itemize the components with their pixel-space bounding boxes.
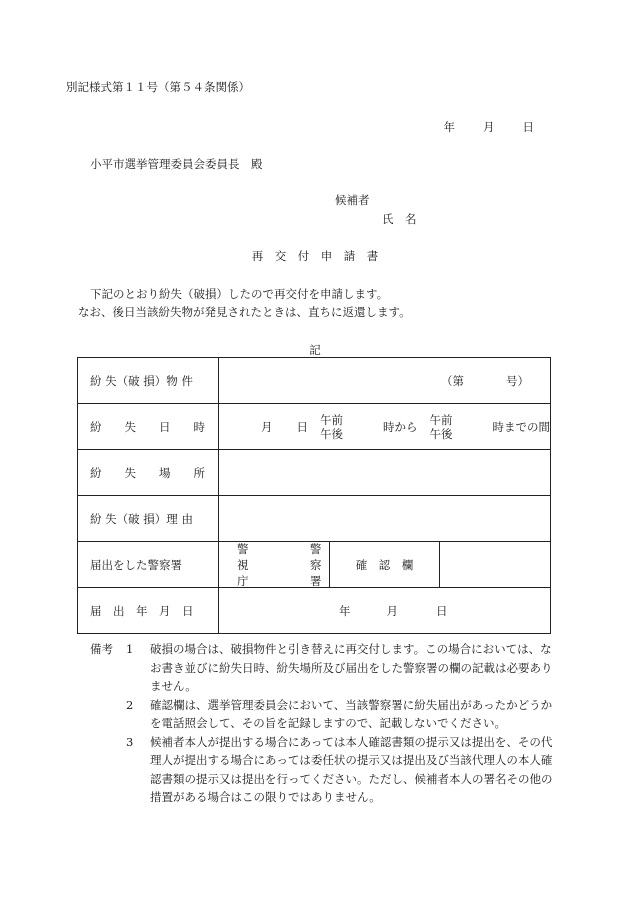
remark-text: 候補者本人が提出する場合にあっては本人確認書類の提示又は提出を、その代理人が提出する場合にあっては委任状の提示又は提出及び当該代理人の本人確認書類の提示又は提出を行ってください。ただし、候補者本人の署名その他の措置がある場合はこの限りではありません。 [150,734,553,804]
lost-item-number-open: （第 [441,373,464,388]
filing-year-label: 年 [339,603,351,618]
lost-item-number-close: 号） [506,373,529,388]
lost-item-label: 紛 失（破 損）物 件 [78,358,219,404]
date-year-label: 年 [443,120,455,134]
remark-number: 3 [126,734,134,749]
ki-heading: 記 [309,343,321,357]
filing-date-field[interactable] [219,588,551,634]
ampm-until [430,413,453,441]
form-number: 別記様式第１１号（第５４条関係） [66,80,250,94]
filing-date-label: 届 出 年 月 日 [78,588,219,634]
document-title: 再 交 付 申 請 書 [251,249,379,263]
police-station-field[interactable] [219,542,330,588]
body-line-1: 下記のとおり紛失（破損）したので再交付を申請します。 [90,287,389,301]
addressee: 小平市選挙管理委員会委員長 殿 [90,157,263,171]
filing-month-label: 月 [386,603,398,618]
remark-text: 確認欄は、選挙管理委員会において、当該警察署に紛失届出があったかどうかを電話照会して、その旨を記録しますので、記載しないでください。 [150,697,553,730]
row-lost-reason [78,496,551,542]
remark-item [90,640,560,696]
body-line-2: なお、後日当該紛失物が発見されたときは、直ちに返還します。 [78,305,411,319]
row-lost-datetime [78,404,551,450]
remarks [90,640,560,807]
remark-number: 2 [126,697,134,712]
from-label: 時から [383,419,418,434]
lost-datetime-field[interactable] [219,404,551,450]
am-until-label: 午前 [429,412,453,427]
lost-reason-label: 紛 失（破 損）理 由 [78,496,219,542]
date-day-label: 日 [522,120,534,134]
remarks-heading: 備考 [90,642,113,656]
lost-day-label: 日 [296,419,308,434]
date-month-label: 月 [483,120,495,134]
remark-number: 1 [126,642,134,656]
lost-month-label: 月 [261,419,273,434]
police-station-label: 届出をした警察署 [78,542,219,588]
lost-place-label: 紛 失 場 所 [78,450,219,496]
confirm-label: 確 認 欄 [329,542,440,588]
candidate-name-label: 氏 名 [382,212,417,226]
row-lost-item [78,358,551,404]
lost-datetime-label: 紛 失 日 時 [78,404,219,450]
remark-item [90,696,560,733]
remark-text: 破損の場合は、破損物件と引き替えに再交付します。この場合においては、なお書き並びに紛失日時、紛失場所及び届出をした警察署の欄の記載は必要ありません。 [150,642,553,693]
row-lost-place [78,450,551,496]
ampm-from [320,413,343,441]
until-label: 時までの間 [492,419,550,434]
row-police [78,542,551,588]
metro-police-label: 警視庁 [237,541,249,588]
candidate-label: 候補者 [335,193,370,207]
pm-until-label: 午後 [429,426,453,441]
lost-place-field[interactable] [219,450,551,496]
lost-item-field[interactable] [219,358,551,404]
remark-item [90,733,560,807]
am-from-label: 午前 [320,412,343,427]
pm-from-label: 午後 [320,426,343,441]
application-date [444,119,535,135]
police-station-suffix: 警察署 [309,541,322,588]
lost-reason-field[interactable] [219,496,551,542]
row-filing-date [78,588,551,634]
filing-day-label: 日 [436,603,448,618]
confirm-field [440,542,551,588]
application-table [77,357,551,634]
